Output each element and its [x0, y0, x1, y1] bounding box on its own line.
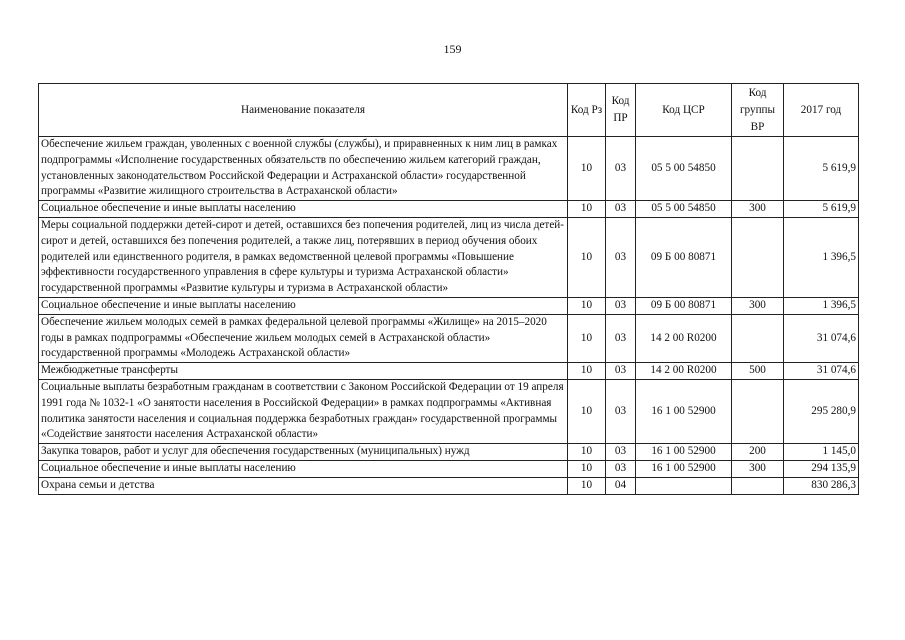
header-name: Наименование показателя: [39, 84, 568, 137]
row-csr: 16 1 00 52900: [636, 379, 732, 443]
row-rz: 10: [568, 379, 606, 443]
row-vr: [732, 137, 784, 201]
row-rz: 10: [568, 363, 606, 380]
table-row: [39, 137, 859, 201]
row-pr: 04: [606, 477, 636, 494]
row-rz: 10: [568, 477, 606, 494]
row-rz: 10: [568, 137, 606, 201]
row-name: Меры социальной поддержки детей-сирот и детей, оставшихся без попечения родителей, лиц из числа детей-сирот и детей, оставшихся без попечения родителей, а также лиц, потерявших в период обучения обоих родителей или единственного родителя, в рамках ведомственной целевой программы «Повышение эффективности государственного управления в сфере культуры и туризма Астраханской области» государственной программы «Развитие культуры и туризма в Астраханской области»: [39, 217, 568, 297]
row-vr: [732, 314, 784, 362]
row-csr: 14 2 00 R0200: [636, 363, 732, 380]
table-row: [39, 477, 859, 494]
row-amount: 31 074,6: [784, 314, 859, 362]
row-name: Охрана семьи и детства: [39, 477, 568, 494]
table-row: [39, 201, 859, 218]
page-number: 159: [443, 42, 462, 56]
row-amount: 5 619,9: [784, 137, 859, 201]
row-pr: 03: [606, 217, 636, 297]
header-pr: Код ПР: [606, 84, 636, 137]
table-row: [39, 460, 859, 477]
row-name: Социальное обеспечение и иные выплаты населению: [39, 297, 568, 314]
row-name: Социальное обеспечение и иные выплаты населению: [39, 201, 568, 218]
row-rz: 10: [568, 314, 606, 362]
row-vr: [732, 477, 784, 494]
table-row: [39, 217, 859, 297]
row-pr: 03: [606, 444, 636, 461]
table-header-row: [39, 84, 859, 137]
row-vr: 500: [732, 363, 784, 380]
header-rz: Код Рз: [568, 84, 606, 137]
header-year: 2017 год: [784, 84, 859, 137]
row-name: Обеспечение жильем граждан, уволенных с военной службы (службы), и приравненных к ним лиц в рамках подпрограммы «Исполнение государственных обязательств по обеспечению жильем категорий граждан, установленных законодательством Российской Федерации и Астраханской области» государственной программы «Развитие жилищного строительства в Астраханской области»: [39, 137, 568, 201]
table-row: [39, 363, 859, 380]
table-row: [39, 297, 859, 314]
row-pr: 03: [606, 314, 636, 362]
row-vr: [732, 217, 784, 297]
row-vr: 300: [732, 460, 784, 477]
row-rz: 10: [568, 297, 606, 314]
row-vr: 200: [732, 444, 784, 461]
table-row: [39, 444, 859, 461]
row-amount: 1 396,5: [784, 297, 859, 314]
header-vr: Код группы ВР: [732, 84, 784, 137]
row-amount: 830 286,3: [784, 477, 859, 494]
row-vr: 300: [732, 297, 784, 314]
row-pr: 03: [606, 297, 636, 314]
row-amount: 1 396,5: [784, 217, 859, 297]
row-name: Закупка товаров, работ и услуг для обеспечения государственных (муниципальных) нужд: [39, 444, 568, 461]
row-vr: 300: [732, 201, 784, 218]
row-csr: 09 Б 00 80871: [636, 297, 732, 314]
row-name: Обеспечение жильем молодых семей в рамках федеральной целевой программы «Жилище» на 2015–2020 годы в рамках подпрограммы «Обеспечение жильем молодых семей в Астраханской области» государственной программы «Молодежь Астраханской области»: [39, 314, 568, 362]
table-row: [39, 379, 859, 443]
row-csr: 14 2 00 R0200: [636, 314, 732, 362]
row-amount: 1 145,0: [784, 444, 859, 461]
row-rz: 10: [568, 444, 606, 461]
row-amount: 294 135,9: [784, 460, 859, 477]
row-csr: [636, 477, 732, 494]
row-pr: 03: [606, 460, 636, 477]
row-csr: 16 1 00 52900: [636, 444, 732, 461]
row-rz: 10: [568, 201, 606, 218]
row-amount: 295 280,9: [784, 379, 859, 443]
row-csr: 09 Б 00 80871: [636, 217, 732, 297]
row-name: Социальное обеспечение и иные выплаты населению: [39, 460, 568, 477]
row-vr: [732, 379, 784, 443]
budget-table: [38, 83, 859, 495]
row-amount: 5 619,9: [784, 201, 859, 218]
row-name: Межбюджетные трансферты: [39, 363, 568, 380]
row-csr: 05 5 00 54850: [636, 137, 732, 201]
row-amount: 31 074,6: [784, 363, 859, 380]
row-pr: 03: [606, 201, 636, 218]
table-row: [39, 314, 859, 362]
row-csr: 16 1 00 52900: [636, 460, 732, 477]
row-name: Социальные выплаты безработным гражданам в соответствии с Законом Российской Федерации от 19 апреля 1991 года № 1032-1 «О занятости населения в Российской Федерации» в рамках подпрограммы «Активная политика занятости населения и социальная поддержка безработных граждан» государственной программы «Содействие занятости населения Астраханской области»: [39, 379, 568, 443]
row-rz: 10: [568, 460, 606, 477]
row-rz: 10: [568, 217, 606, 297]
row-pr: 03: [606, 137, 636, 201]
row-pr: 03: [606, 379, 636, 443]
row-pr: 03: [606, 363, 636, 380]
header-csr: Код ЦСР: [636, 84, 732, 137]
row-csr: 05 5 00 54850: [636, 201, 732, 218]
